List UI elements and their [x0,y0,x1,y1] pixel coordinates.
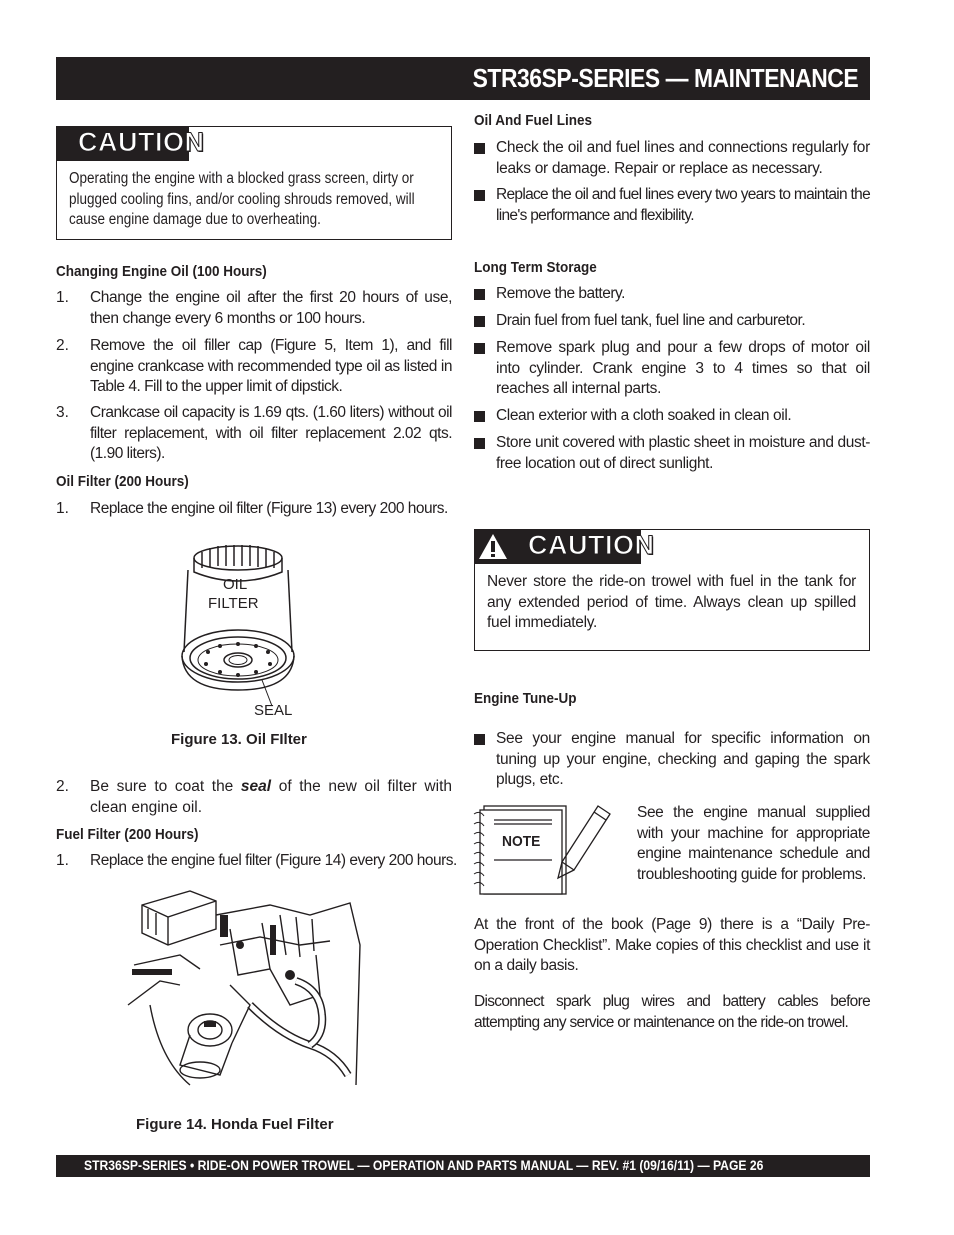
item-text: Replace the engine oil filter (Figure 13) every 200 hours. [90,500,448,517]
bullet-square-icon [474,143,485,154]
item-text: Store unit covered with plastic sheet in moisture and dust-free location out of direct sunlight. [496,434,870,472]
page-footer [56,1155,870,1177]
figure-caption-14: Figure 14. Honda Fuel Filter [136,1116,334,1133]
page-header [56,57,870,100]
item-number: 1. [56,289,69,306]
bullet-square-icon [474,289,485,300]
list-item [56,403,452,465]
item-text: Remove the battery. [496,285,625,302]
paragraph-checklist: At the front of the book (Page 9) there is a “Daily Pre-Operation Checklist”. Make copies of this checklist and use it on a daily basis. [474,916,870,974]
figure-label-filter: FILTER [208,595,259,612]
caution-word: CAUTION [78,127,205,157]
figure-label-seal: SEAL [254,702,293,719]
list-item [474,311,870,333]
list-item [474,284,870,306]
notepad-pencil-icon [470,800,630,898]
caution-text: Operating the engine with a blocked grass screen, dirty or plugged cooling fins, and/or cooling shrouds removed, will cause engine damage due to overheating. [69,170,415,228]
section-heading-engine-tune-up: Engine Tune-Up [474,690,577,707]
caution-box-overheating [56,126,452,240]
caution-label [56,126,205,161]
section-heading-long-term-storage: Long Term Storage [474,259,597,276]
oil-filter-illustration [180,540,320,725]
item-number: 2. [56,337,69,354]
item-text: Clean exterior with a cloth soaked in clean oil. [496,407,792,424]
item-text-emphasis: seal [240,778,272,795]
bullet-square-icon [474,316,485,327]
list-item [474,729,870,788]
paragraph-disconnect: Disconnect spark plug wires and battery cables before attempting any service or maintenance on the ride-on trowel. [474,993,870,1031]
item-number: 1. [56,500,69,517]
item-number: 1. [56,852,69,869]
bullet-square-icon [474,343,485,354]
footer-text: STR36SP-SERIES • RIDE-ON POWER TROWEL — OPERATION AND PARTS MANUAL — REV. #1 (09/16/11) — PAGE 26 [84,1158,764,1173]
item-text: Replace the oil and fuel lines every two years to maintain the line's performance and flexibility. [496,186,870,224]
item-number: 2. [56,778,69,795]
item-text: Change the engine oil after the first 20 hours of use, then change every 6 months or 100 hours. [90,289,452,327]
caution-text: Never store the ride-on trowel with fuel in the tank for any extended period of time. Always clean up spilled fuel immediately. [487,573,856,631]
note-label: NOTE [502,833,541,850]
section-heading-changing-oil: Changing Engine Oil (100 Hours) [56,263,267,280]
item-text: Replace the engine fuel filter (Figure 14) every 200 hours. [90,852,457,869]
list-item [56,336,452,398]
list-item [56,777,452,819]
item-number: 3. [56,404,69,421]
figure-caption-13: Figure 13. Oil FIlter [171,731,307,748]
fuel-filter-illustration [120,885,365,1090]
page-title: STR36SP-SERIES — MAINTENANCE [472,63,858,93]
list-item [474,406,870,428]
list-item [474,185,870,227]
bullet-square-icon [474,411,485,422]
item-text: Remove the oil filler cap (Figure 5, Item 1), and fill engine crankcase with recommended type oil as listed in Table 4. Fill to the upper limit of dipstick. [90,337,452,395]
item-text-pre: Be sure to coat the [90,778,241,795]
bullet-square-icon [474,734,485,745]
section-heading-oil-filter: Oil Filter (200 Hours) [56,473,189,490]
warning-triangle-icon [478,533,508,560]
list-item [474,433,870,475]
item-text: Remove spark plug and pour a few drops of motor oil into cylinder. Crank engine 3 to 4 times so that oil reaches all internal parts. [496,339,870,397]
list-item [56,288,452,330]
list-item [474,338,870,400]
list-item [56,499,452,521]
bullet-square-icon [474,190,485,201]
item-text: See your engine manual for specific information on tuning up your engine, checking and gaping the spark plugs, etc. [496,730,870,788]
item-text-post: of the new oil filter with clean engine oil. [90,778,452,816]
section-heading-oil-fuel-lines: Oil And Fuel Lines [474,112,593,129]
section-heading-fuel-filter: Fuel Filter (200 Hours) [56,826,199,843]
caution-box-fuel-storage [474,529,870,651]
item-text: Check the oil and fuel lines and connections regularly for leaks or damage. Repair or replace as necessary. [496,139,870,177]
list-item [56,851,457,873]
figure-label-oil: OIL [223,576,248,593]
caution-word: CAUTION [528,530,655,560]
note-text: See the engine manual supplied with your machine for appropriate engine maintenance schedule and troubleshooting guide for problems. [637,804,870,883]
item-text: Crankcase oil capacity is 1.69 qts. (1.60 liters) without oil filter replacement, with oil filter replacement 2.02 qts. (1.90 liters). [90,404,452,462]
list-item [474,138,870,180]
bullet-square-icon [474,438,485,449]
item-text [90,777,452,818]
caution-label [474,529,655,564]
item-text: Drain fuel from fuel tank, fuel line and carburetor. [496,312,806,329]
